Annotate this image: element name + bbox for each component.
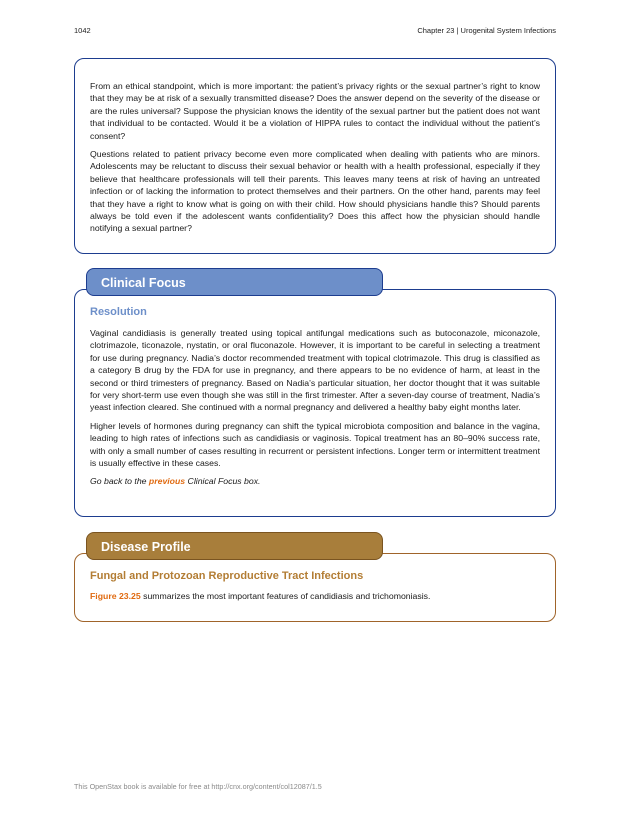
disease-heading: Fungal and Protozoan Reproductive Tract Infections [90,570,364,582]
disease-profile-tab [86,532,383,560]
back-suffix: Clinical Focus box. [185,476,261,487]
page-footer: This OpenStax book is available for free at http://cnx.org/content/col12087/1.5 [74,782,322,791]
clinical-paragraph: Vaginal candidiasis is generally treated using topical antifungal medications such as butoconazole, miconazole, clotrimazole, ticonazole, nystatin, or oral fluconazole. However, it is important to be careful in selecting a treatment for use during pregnancy. Nadia’s doctor recommended treatment with topical clotrimazole. This drug is classified as a category B drug by the FDA for use in pregnancy, and there appears to be no evidence of harm, at least in the second or third trimesters of pregnancy. Based on Nadia’s particular situation, her doctor thought that it was suitable for very short-term use even though she was still in the first trimester. After a seven-day course of treatment, Nadia’s yeast infection cleared. She continued with a normal pregnancy and delivered a healthy baby eight months later. [90,328,540,413]
page-number: 1042 [74,26,91,35]
figure-link[interactable]: Figure 23.25 [90,591,141,601]
ethics-box [74,58,556,254]
previous-link[interactable]: previous [148,476,186,487]
ethics-paragraph: From an ethical standpoint, which is more important: the patient’s privacy rights or the sexual partner’s right to know that they may be at risk of a sexually transmitted disease? Does the answer depend on the severity of the disease or are the rules universal? Suppose the physician knows the identity of the sexual partner but the patient does not want that individual to be contacted. Would it be a violation of HIPPA rules to contact the individual without the patient’s consent? [90,81,540,141]
back-prefix: Go back to the [90,476,149,487]
resolution-heading: Resolution [90,306,147,318]
ethics-paragraph: Questions related to patient privacy become even more complicated when dealing with patients who are minors. Adolescents may be reluctant to discuss their sexual behavior or health with a health professional, especially if they believe that healthcare professionals will tell their parents. This leaves many teens at risk of having an untreated infection or of lacking the information to protect themselves and their partners. On the other hand, parents may feel that they have a right to know what is going on with their child. How should physicians handle this? Should parents always be told even if the adolescent wants confidentiality? Does this affect how the physician should handle notifying a sexual partner? [90,149,540,234]
disease-profile-label: Disease Profile [101,540,191,554]
disease-profile-box [74,553,556,622]
page-header [74,26,556,38]
clinical-focus-label: Clinical Focus [101,276,186,290]
back-link-line [90,475,540,487]
clinical-focus-tab [86,268,383,296]
chapter-title: Chapter 23 | Urogenital System Infections [417,26,556,35]
disease-text: summarizes the most important features of candidiasis and trichomoniasis. [140,591,431,601]
disease-paragraph [90,590,540,602]
clinical-focus-box [74,289,556,517]
clinical-paragraph: Higher levels of hormones during pregnancy can shift the typical microbiota composition and balance in the vagina, leading to high rates of infections such as candidiasis or vaginosis. Topical treatment has an 80–90% success rate, with only a small number of cases resulting in recurrent or persistent infections. Longer term or intermittent treatment is usually effective in these cases. [90,420,540,469]
